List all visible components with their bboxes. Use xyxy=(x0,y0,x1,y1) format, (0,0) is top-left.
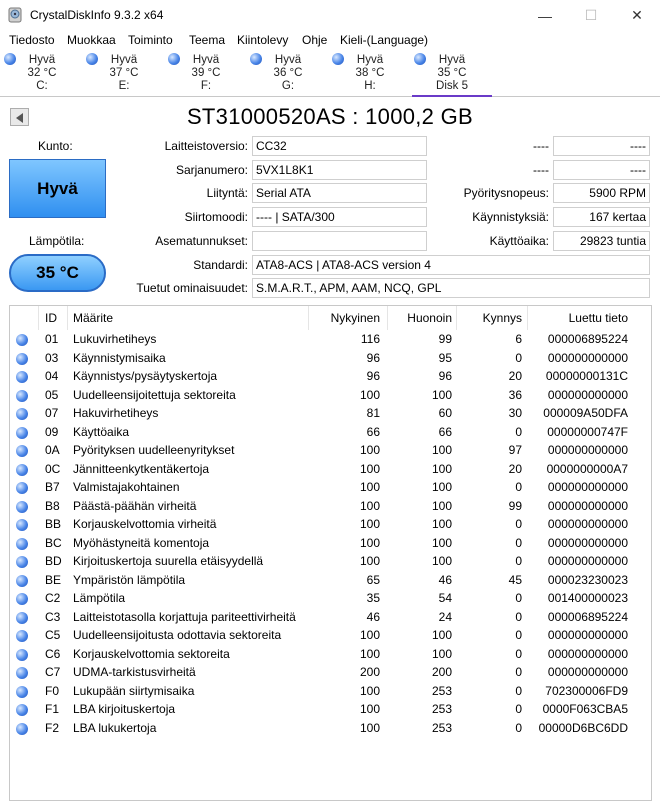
attribute-raw-value: 000000000000 xyxy=(547,387,628,402)
column-attribute[interactable]: Määrite xyxy=(73,311,114,325)
menu-theme[interactable]: Teema xyxy=(189,33,226,47)
disk-tab-f[interactable] xyxy=(166,51,246,97)
table-row[interactable] xyxy=(10,461,651,480)
status-good-icon xyxy=(16,593,28,605)
attribute-threshold: 0 xyxy=(515,517,522,531)
attribute-id: F0 xyxy=(45,683,60,698)
status-good-icon xyxy=(16,371,28,383)
attribute-name: Lukupään siirtymisaika xyxy=(73,683,195,698)
extra-info-2-label: ---- xyxy=(533,163,549,177)
attribute-name: Uudelleensijoitettuja sektoreita xyxy=(73,387,236,402)
attribute-name: Korjauskelvottomia virheitä xyxy=(73,517,217,531)
attribute-id: BB xyxy=(45,517,62,531)
attribute-current: 100 xyxy=(359,498,380,513)
attribute-current: 35 xyxy=(366,591,380,605)
attribute-worst: 99 xyxy=(438,332,452,346)
menu-bar xyxy=(0,31,660,51)
status-good-icon xyxy=(16,538,28,550)
disk-tab-c[interactable] xyxy=(2,51,82,97)
menu-edit[interactable]: Muokkaa xyxy=(67,33,116,47)
disk-tab-label: H: xyxy=(364,80,376,92)
header-divider xyxy=(308,306,309,330)
attribute-raw-value: 000000000000 xyxy=(547,628,628,642)
table-row[interactable] xyxy=(10,331,651,350)
attribute-id: 09 xyxy=(45,424,59,439)
disk-tab-temp: 37 °C xyxy=(109,67,139,79)
attribute-name: Hakuvirhetiheys xyxy=(73,406,159,420)
attribute-name: Ympäristön lämpötila xyxy=(73,572,186,587)
attribute-id: 03 xyxy=(45,350,59,365)
attribute-threshold: 0 xyxy=(515,535,522,550)
attribute-worst: 100 xyxy=(431,387,452,402)
column-current[interactable]: Nykyinen xyxy=(330,311,380,325)
attribute-threshold: 0 xyxy=(515,424,522,439)
table-row[interactable] xyxy=(10,553,651,572)
table-row[interactable] xyxy=(10,350,651,369)
attribute-raw-value: 00000D6BC6DD xyxy=(538,720,628,735)
status-good-icon xyxy=(16,408,28,420)
attribute-current: 65 xyxy=(366,572,380,587)
attribute-name: Valmistajakohtainen xyxy=(73,480,180,494)
attribute-threshold: 0 xyxy=(515,720,522,735)
attribute-id: C2 xyxy=(45,591,61,605)
disk-tab-label: C: xyxy=(36,80,48,92)
status-good-icon xyxy=(16,704,28,716)
attribute-current: 100 xyxy=(359,720,380,735)
attribute-name: Lämpötila xyxy=(73,591,126,605)
transfer-mode-value: ---- | SATA/300 xyxy=(252,207,427,227)
attribute-threshold: 36 xyxy=(508,387,522,402)
status-good-icon xyxy=(16,612,28,624)
attribute-raw-value: 000000000000 xyxy=(547,646,628,661)
table-row[interactable] xyxy=(10,516,651,535)
attribute-worst: 54 xyxy=(438,591,452,605)
table-row[interactable] xyxy=(10,664,651,683)
smart-table-header xyxy=(10,306,651,330)
attribute-worst: 96 xyxy=(438,369,452,383)
attribute-raw-value: 000000000000 xyxy=(547,443,628,457)
rotation-rate-label: Pyöritysnopeus: xyxy=(463,186,549,200)
attribute-current: 81 xyxy=(366,406,380,420)
disk-tab-label: G: xyxy=(281,80,295,92)
disk-tab-status: Hyvä xyxy=(274,54,302,66)
attribute-name: UDMA-tarkistusvirheitä xyxy=(73,665,196,679)
attribute-worst: 200 xyxy=(431,665,452,679)
table-row[interactable] xyxy=(10,535,651,554)
attribute-raw-value: 000000000000 xyxy=(547,665,628,679)
disk-tab-h[interactable] xyxy=(330,51,410,97)
disk-tab-status: Hyvä xyxy=(192,54,220,66)
attribute-worst: 100 xyxy=(431,443,452,457)
standard-label: Standardi: xyxy=(193,258,248,272)
attribute-raw-value: 000000000000 xyxy=(547,535,628,550)
interface-label: Liityntä: xyxy=(206,186,248,200)
table-row[interactable] xyxy=(10,498,651,517)
attribute-threshold: 0 xyxy=(515,591,522,605)
attribute-worst: 95 xyxy=(438,350,452,365)
menu-language[interactable]: Kieli-(Language) xyxy=(340,33,429,47)
attribute-id: F2 xyxy=(45,720,60,735)
power-on-hours-label: Käyttöaika: xyxy=(489,234,549,248)
extra-info-1-label: ---- xyxy=(533,139,549,153)
attribute-id: C6 xyxy=(45,646,61,661)
attribute-name: LBA lukukertoja xyxy=(73,720,157,735)
attribute-current: 96 xyxy=(366,350,380,365)
firmware-label: Laitteistoversio: xyxy=(164,139,248,153)
attribute-threshold: 0 xyxy=(515,702,522,716)
attribute-threshold: 0 xyxy=(515,646,522,661)
attribute-threshold: 45 xyxy=(508,572,522,587)
attribute-worst: 100 xyxy=(431,646,452,661)
status-good-icon xyxy=(16,649,28,661)
firmware-value: CC32 xyxy=(252,136,427,156)
disk-tab-status: Hyvä xyxy=(438,54,466,66)
table-row[interactable] xyxy=(10,424,651,443)
table-row[interactable] xyxy=(10,683,651,702)
attribute-current: 100 xyxy=(359,443,380,457)
attribute-id: 05 xyxy=(45,387,59,402)
attribute-worst: 253 xyxy=(431,720,452,735)
features-label: Tuetut ominaisuudet: xyxy=(136,281,248,295)
attribute-id: 0A xyxy=(45,443,60,457)
attribute-threshold: 20 xyxy=(508,369,522,383)
attribute-current: 96 xyxy=(366,369,380,383)
power-on-count-label: Käynnistyksiä: xyxy=(472,210,549,224)
menu-help[interactable]: Ohje xyxy=(302,33,328,47)
status-good-icon xyxy=(16,519,28,531)
attribute-raw-value: 001400000023 xyxy=(547,591,628,605)
attribute-worst: 100 xyxy=(431,517,452,531)
attribute-name: Käyttöaika xyxy=(73,424,130,439)
app-icon xyxy=(8,7,22,23)
menu-disk[interactable]: Kiintolevy xyxy=(237,33,289,47)
disk-tab-disk5[interactable] xyxy=(412,51,492,97)
disk-tab-e[interactable] xyxy=(84,51,164,97)
extra-info-1-value: ---- xyxy=(553,136,650,156)
health-label: Kunto: xyxy=(38,139,73,153)
attribute-threshold: 30 xyxy=(508,406,522,420)
disk-tab-temp: 38 °C xyxy=(355,67,385,79)
attribute-threshold: 6 xyxy=(515,332,522,346)
attribute-current: 116 xyxy=(360,332,380,346)
column-raw-value[interactable]: Luettu tieto xyxy=(568,311,628,325)
attribute-name: Kirjoituskertoja suurella etäisyydellä xyxy=(73,554,264,568)
attribute-threshold: 0 xyxy=(515,480,522,494)
status-good-icon xyxy=(16,630,28,642)
attribute-name: Korjauskelvottomia sektoreita xyxy=(73,646,230,661)
header-divider xyxy=(38,306,39,330)
disk-tab-label: F: xyxy=(200,80,212,92)
menu-file[interactable]: Tiedosto xyxy=(9,33,55,47)
table-row[interactable] xyxy=(10,720,651,739)
drive-letter-value xyxy=(252,231,427,251)
disk-tab-temp: 39 °C xyxy=(191,67,221,79)
table-row[interactable] xyxy=(10,479,651,498)
column-id[interactable]: ID xyxy=(45,311,57,325)
attribute-name: Uudelleensijoitusta odottavia sektoreita xyxy=(73,628,282,642)
smart-table[interactable] xyxy=(9,305,652,801)
attribute-id: 07 xyxy=(45,406,59,420)
maximize-button[interactable]: ☐ xyxy=(584,7,598,23)
attribute-current: 100 xyxy=(359,646,380,661)
header-divider xyxy=(527,306,528,330)
power-on-count-value: 167 kertaa xyxy=(553,207,650,227)
title-bar xyxy=(0,0,660,31)
attribute-id: C3 xyxy=(45,609,61,624)
attribute-name: Pyörityksen uudelleenyritykset xyxy=(73,443,235,457)
health-status-button[interactable]: Hyvä xyxy=(9,159,106,218)
status-good-icon xyxy=(16,686,28,698)
status-good-icon xyxy=(16,501,28,513)
attribute-threshold: 97 xyxy=(508,443,522,457)
status-good-icon xyxy=(16,427,28,439)
attribute-threshold: 0 xyxy=(515,554,522,568)
power-on-hours-value: 29823 tuntia xyxy=(553,231,650,251)
attribute-raw-value: 000009A50DFA xyxy=(543,406,628,420)
drive-letter-label: Asematunnukset: xyxy=(155,234,248,248)
features-value: S.M.A.R.T., APM, AAM, NCQ, GPL xyxy=(252,278,650,298)
attribute-worst: 24 xyxy=(438,609,452,624)
attribute-current: 66 xyxy=(366,424,380,439)
disk-tab-g[interactable] xyxy=(248,51,328,97)
attribute-threshold: 0 xyxy=(515,609,522,624)
attribute-id: BD xyxy=(45,554,62,568)
column-worst[interactable]: Huonoin xyxy=(407,311,452,325)
attribute-threshold: 0 xyxy=(515,683,522,698)
attribute-threshold: 0 xyxy=(515,628,522,642)
status-good-icon xyxy=(16,464,28,476)
attribute-raw-value: 000023230023 xyxy=(547,572,628,587)
attribute-id: BE xyxy=(45,572,62,587)
window-title: CrystalDiskInfo 9.3.2 x64 xyxy=(30,8,164,22)
minimize-button[interactable]: — xyxy=(538,7,552,24)
serial-value: 5VX1L8K1 xyxy=(252,160,427,180)
disk-tab-bar xyxy=(0,51,660,97)
attribute-raw-value: 000000000000 xyxy=(547,517,628,531)
close-button[interactable]: ✕ xyxy=(631,7,643,23)
attribute-id: 01 xyxy=(45,332,59,346)
attribute-raw-value: 000006895224 xyxy=(547,609,628,624)
attribute-current: 100 xyxy=(359,387,380,402)
attribute-raw-value: 000006895224 xyxy=(547,332,628,346)
attribute-id: F1 xyxy=(45,702,60,716)
header-divider xyxy=(387,306,388,330)
status-good-icon xyxy=(16,334,28,346)
column-threshold[interactable]: Kynnys xyxy=(482,311,522,325)
extra-info-2-value: ---- xyxy=(553,160,650,180)
attribute-name: Käynnistymisaika xyxy=(73,350,166,365)
transfer-mode-label: Siirtomoodi: xyxy=(184,210,248,224)
status-good-icon xyxy=(16,353,28,365)
attribute-name: Lukuvirhetiheys xyxy=(73,332,157,346)
attribute-current: 100 xyxy=(359,517,380,531)
attribute-current: 100 xyxy=(359,628,380,642)
attribute-id: 0C xyxy=(45,461,61,476)
disk-tab-status: Hyvä xyxy=(110,54,138,66)
attribute-id: 04 xyxy=(45,369,59,383)
attribute-name: Päästä-päähän virheitä xyxy=(73,498,197,513)
attribute-current: 100 xyxy=(359,554,380,568)
disk-tab-label: E: xyxy=(118,80,130,92)
attribute-raw-value: 0000000000A7 xyxy=(546,461,628,476)
attribute-worst: 100 xyxy=(431,498,452,513)
attribute-worst: 253 xyxy=(431,702,452,716)
table-row[interactable] xyxy=(10,572,651,591)
status-good-icon xyxy=(16,445,28,457)
attribute-raw-value: 00000000131C xyxy=(545,369,628,383)
table-row[interactable] xyxy=(10,627,651,646)
attribute-worst: 66 xyxy=(438,424,452,439)
attribute-worst: 60 xyxy=(438,406,452,420)
attribute-id: C7 xyxy=(45,665,61,679)
disk-tab-label: Disk 5 xyxy=(436,80,468,92)
table-row[interactable] xyxy=(10,368,651,387)
attribute-name: LBA kirjoituskertoja xyxy=(73,702,176,716)
attribute-worst: 46 xyxy=(438,572,452,587)
header-divider xyxy=(456,306,457,330)
attribute-worst: 253 xyxy=(431,683,452,698)
table-row[interactable] xyxy=(10,701,651,720)
disk-tab-status: Hyvä xyxy=(356,54,384,66)
disk-tab-status: Hyvä xyxy=(28,54,56,66)
attribute-name: Käynnistys/pysäytyskertoja xyxy=(73,369,218,383)
status-good-icon xyxy=(16,556,28,568)
attribute-name: Myöhästyneitä komentoja xyxy=(73,535,210,550)
table-row[interactable] xyxy=(10,646,651,665)
attribute-id: C5 xyxy=(45,628,61,642)
attribute-worst: 100 xyxy=(431,628,452,642)
attribute-raw-value: 000000000000 xyxy=(547,350,628,365)
attribute-threshold: 99 xyxy=(508,498,522,513)
attribute-name: Laitteistotasolla korjattuja pariteettivirheitä xyxy=(73,609,296,624)
table-row[interactable] xyxy=(10,590,651,609)
disk-model-title: ST31000520AS : 1000,2 GB xyxy=(186,104,474,129)
table-row[interactable] xyxy=(10,387,651,406)
attribute-current: 100 xyxy=(359,683,380,698)
standard-value: ATA8-ACS | ATA8-ACS version 4 xyxy=(252,255,650,275)
table-row[interactable] xyxy=(10,442,651,461)
attribute-name: Jännitteenkytkentäkertoja xyxy=(73,461,210,476)
attribute-raw-value: 000000000000 xyxy=(547,480,628,494)
attribute-current: 100 xyxy=(359,480,380,494)
attribute-raw-value: 0000F063CBA5 xyxy=(542,702,628,716)
status-good-icon xyxy=(16,667,28,679)
table-row[interactable] xyxy=(10,405,651,424)
attribute-current: 100 xyxy=(359,702,380,716)
attribute-threshold: 0 xyxy=(515,350,522,365)
rotation-rate-value: 5900 RPM xyxy=(553,183,650,203)
attribute-threshold: 20 xyxy=(508,461,522,476)
table-row[interactable] xyxy=(10,609,651,628)
attribute-worst: 100 xyxy=(431,461,452,476)
status-good-icon xyxy=(16,575,28,587)
attribute-current: 46 xyxy=(366,609,380,624)
attribute-worst: 100 xyxy=(431,535,452,550)
status-good-icon xyxy=(16,723,28,735)
header-divider xyxy=(67,306,68,330)
disk-tab-temp: 35 °C xyxy=(437,67,467,79)
attribute-threshold: 0 xyxy=(515,665,522,679)
attribute-raw-value: 702300006FD9 xyxy=(545,683,628,698)
temperature-badge[interactable]: 35 °C xyxy=(9,254,106,292)
attribute-worst: 100 xyxy=(431,480,452,494)
serial-label: Sarjanumero: xyxy=(175,163,248,177)
attribute-id: BC xyxy=(45,535,62,550)
status-good-icon xyxy=(16,390,28,402)
disk-tab-temp: 36 °C xyxy=(273,67,303,79)
attribute-current: 100 xyxy=(359,461,380,476)
disk-tab-temp: 32 °C xyxy=(27,67,57,79)
interface-value: Serial ATA xyxy=(252,183,427,203)
attribute-worst: 100 xyxy=(431,554,452,568)
temperature-label: Lämpötila: xyxy=(29,234,85,248)
status-good-icon xyxy=(16,482,28,494)
menu-function[interactable]: Toiminto xyxy=(128,33,173,47)
attribute-raw-value: 000000000000 xyxy=(547,498,628,513)
attribute-raw-value: 00000000747F xyxy=(547,424,628,439)
attribute-id: B7 xyxy=(45,480,60,494)
attribute-current: 200 xyxy=(359,665,380,679)
attribute-current: 100 xyxy=(359,535,380,550)
attribute-id: B8 xyxy=(45,498,60,513)
attribute-raw-value: 000000000000 xyxy=(547,554,628,568)
